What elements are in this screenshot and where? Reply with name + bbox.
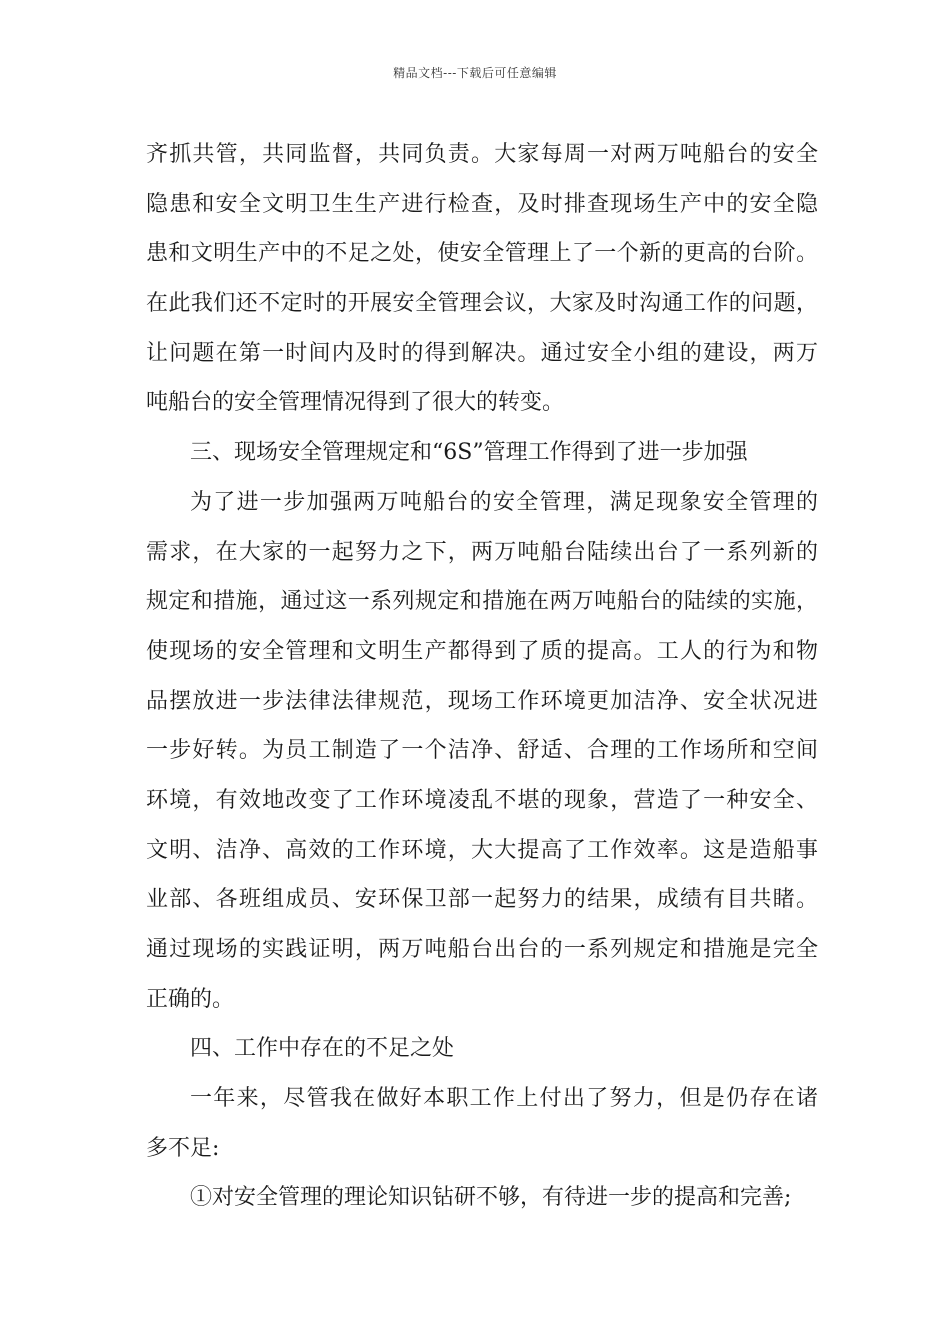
- text-line: 正确的。: [146, 986, 235, 1012]
- text-line: 患和文明生产中的不足之处，使安全管理上了一个新的更高的台阶。: [146, 241, 818, 267]
- text-line: 业部、各班组成员、安环保卫部一起努力的结果，成绩有目共睹。: [146, 887, 818, 913]
- text-line: 吨船台的安全管理情况得到了很大的转变。: [146, 390, 565, 416]
- text-line: 齐抓共管，共同监督，共同负责。大家每周一对两万吨船台的安全: [146, 142, 818, 167]
- text-line: 隐患和安全文明卫生生产进行检查，及时排查现场生产中的安全隐: [146, 191, 818, 217]
- document-body: [146, 130, 818, 1223]
- text-line: 使现场的安全管理和文明生产都得到了质的提高。工人的行为和物: [146, 638, 818, 664]
- text-line: 多不足:: [146, 1135, 220, 1161]
- text-line: 通过现场的实践证明，两万吨船台出台的一系列规定和措施是完全: [146, 937, 818, 962]
- section-heading-4: 四、工作中存在的不足之处: [190, 1036, 455, 1062]
- text-line: 一年来，尽管我在做好本职工作上付出了努力，但是仍存在诸: [190, 1086, 818, 1112]
- text-line: 环境，有效地改变了工作环境凌乱不堪的现象，营造了一种安全、: [146, 787, 818, 813]
- text-line: 在此我们还不定时的开展安全管理会议，大家及时沟通工作的问题，: [146, 291, 818, 317]
- section-heading-3: 三、现场安全管理规定和“6S”管理工作得到了进一步加强: [190, 440, 748, 466]
- text-line: 一步好转。为员工制造了一个洁净、舒适、合理的工作场所和空间: [146, 738, 818, 764]
- page-header: 精品文档---下载后可任意编辑: [393, 66, 557, 80]
- text-line: 让问题在第一时间内及时的得到解决。通过安全小组的建设，两万: [146, 340, 818, 366]
- text-line: 品摆放进一步法律法律规范，现场工作环境更加洁净、安全状况进: [146, 688, 818, 714]
- text-line: 为了进一步加强两万吨船台的安全管理，满足现象安全管理的: [190, 489, 818, 515]
- list-item: ①对安全管理的理论知识钻研不够，有待进一步的提高和完善;: [190, 1185, 792, 1211]
- text-line: 需求，在大家的一起努力之下，两万吨船台陆续出台了一系列新的: [146, 539, 818, 565]
- text-line: 规定和措施，通过这一系列规定和措施在两万吨船台的陆续的实施，: [146, 589, 818, 615]
- text-line: 文明、洁净、高效的工作环境，大大提高了工作效率。这是造船事: [146, 837, 818, 863]
